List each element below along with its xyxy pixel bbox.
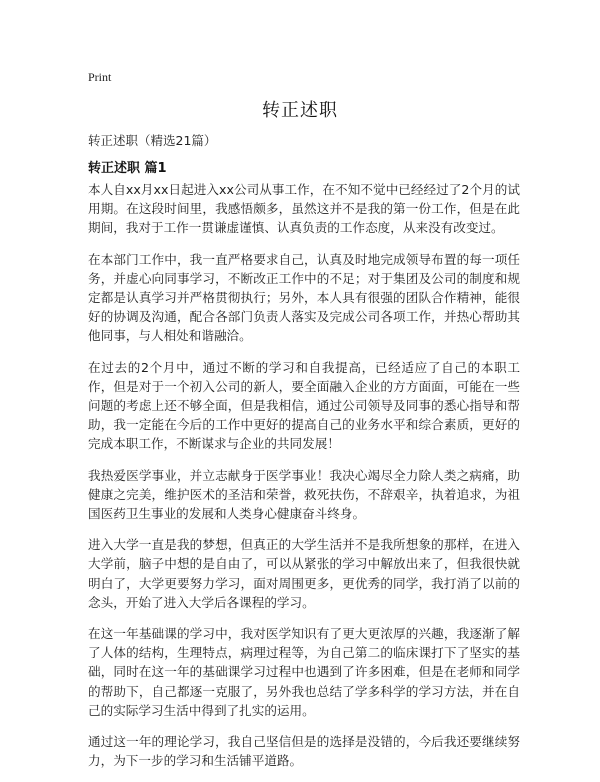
paragraph: 进入大学一直是我的梦想，但真正的大学生活并不是我所想象的那样，在进入大学前，脑子中想的是自由了，可以从紧张的学习中解放出来了，但我很快就明白了，大学更要努力学习，面对周围更多，更优秀的同学，我打消了以前的念头，开始了进入大学后各课程的学习。: [88, 537, 520, 610]
page-title: 转正述职: [262, 100, 338, 121]
paragraph: 在这一年基础课的学习中，我对医学知识有了更大更浓厚的兴趣，我逐渐了解了人体的结构，生理特点，病理过程等，为自己第二的临床课打下了坚实的基础，同时在这一年的基础课学习过程中也遇到了许多困难，但是在老师和同学的帮助下，自己都逐一克服了，另外我也总结了学多科学的学习方法，并在自己的实际学习生活中得到了扎实的运用。: [88, 626, 520, 718]
print-label: Print: [88, 70, 112, 84]
paragraph: 在本部门工作中，我一直严格要求自己，认真及时地完成领导布置的每一项任务，并虚心向同事学习，不断改正工作中的不足；对于集团及公司的制度和规定都是认真学习并严格贯彻执行；另外，本人具有很强的团队合作精神，能很好的协调及沟通，配合各部门负责人落实及完成公司各项工作，并热心帮助其他同事，与人相处和谐融洽。: [88, 251, 520, 344]
section-heading: 转正述职 篇1: [88, 161, 167, 176]
document-body: [88, 180, 520, 782]
paragraph: 本人自xx月xx日起进入xx公司从事工作，在不知不觉中已经经过了2个月的试用期。在这段时间里，我感悟颇多，虽然这并不是我的第一份工作，但是在此期间，我对于工作一贯谦虚谨慎、认真负责的工作态度，从来没有改变过。: [88, 182, 520, 236]
paragraph: 在过去的2个月中，通过不断的学习和自我提高，已经适应了自己的本职工作，但是对于一个初入公司的新人，要全面融入企业的方方面面，可能在一些问题的考虑上还不够全面，但是我相信，通过公司领导及同事的悉心指导和帮助，我一定能在今后的工作中更好的提高自己的业务水平和综合素质，更好的完成本职工作，不断谋求与企业的共同发展！: [88, 359, 520, 452]
paragraph: 通过这一年的理论学习，我自己坚信但是的选择是没错的，今后我还要继续努力，为下一步的学习和生活铺平道路。: [88, 734, 520, 769]
document-subtitle: 转正述职（精选21篇）: [88, 133, 217, 148]
paragraph: 我热爱医学事业，并立志献身于医学事业！我决心竭尽全力除人类之病痛，助健康之完美，维护医术的圣洁和荣誉，救死扶伤，不辞艰辛，执着追求，为祖国医药卫生事业的发展和人类身心健康奋斗终身。: [88, 467, 520, 522]
